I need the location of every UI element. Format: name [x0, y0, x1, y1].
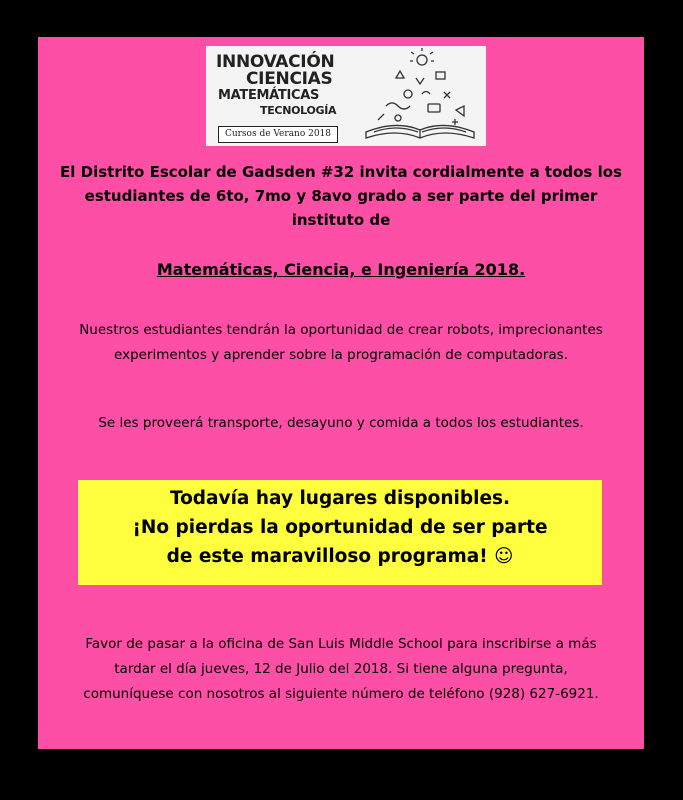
open-book-icon	[356, 48, 484, 144]
callout-line-3: de este maravilloso programa! ☺	[166, 546, 514, 567]
flyer	[38, 37, 644, 749]
intro-text: El Distrito Escolar de Gadsden #32 invita cordialmente a todos los estudiantes de 6to, 7mo y 8avo grado a ser parte del primer instituto de	[60, 163, 622, 229]
services-paragraph: Se les proveerá transporte, desayuno y comida a todos los estudiantes.	[98, 415, 584, 431]
logo-line-tecnologia: TECNOLOGÍA	[260, 104, 337, 117]
callout-line-1: Todavía hay lugares disponibles.	[169, 488, 511, 509]
registration-paragraph: Favor de pasar a la oficina de San Luis Middle School para inscribirse a más tardar el día jueves, 12 de Julio del 2018. Si tiene alguna pregunta, comuníquese con nosotros al siguiente número de teléfono (928) 627-6921.	[83, 636, 599, 702]
availability-callout	[78, 480, 602, 585]
logo-line-matematicas: MATEMÁTICAS	[218, 88, 320, 103]
program-headline: Matemáticas, Ciencia, e Ingeniería 2018.	[156, 260, 526, 279]
description-paragraph: Nuestros estudiantes tendrán la oportunidad de crear robots, imprecionantes experimentos y aprender sobre la programación de computadoras.	[79, 322, 603, 363]
logo-badge: Cursos de Verano 2018	[218, 126, 338, 143]
callout-line-2: ¡No pierdas la oportunidad de ser parte	[132, 517, 548, 538]
logo-line-ciencias: CIENCIAS	[246, 69, 333, 89]
logo-line-innovacion: INNOVACIÓN	[216, 52, 335, 72]
program-logo	[206, 46, 486, 146]
